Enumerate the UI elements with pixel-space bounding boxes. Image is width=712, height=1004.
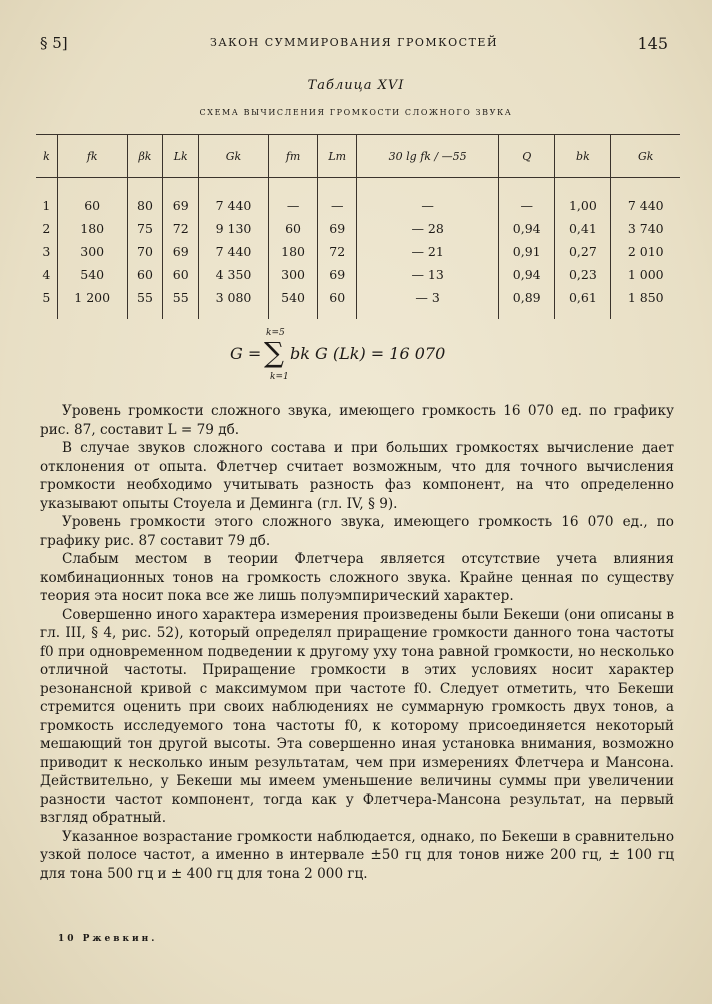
table-cell: 5 xyxy=(42,290,51,305)
table-cell: 60 xyxy=(57,178,127,218)
table-cell: 0,89 xyxy=(499,286,555,319)
summation-formula xyxy=(230,328,490,390)
table-cell: 1 200 xyxy=(57,286,127,319)
table-cell: 3 xyxy=(42,244,51,259)
table-cell: 70 xyxy=(127,240,163,263)
running-title: ЗАКОН СУММИРОВАНИЯ ГРОМКОСТЕЙ xyxy=(209,36,499,49)
paragraph: Совершенно иного характера измерения произведены были Бекеши (они описаны в гл. III, § 4, рис. 52), который определял приращение громкости данного тона частоты f0 при одновременном подведении к другому уху тона равной громкости, но несколько отличной частоты. Приращение громкости в этих условиях носит характер резонансной кривой с максимумом при частоте f0. Следует отметить, что Бекеши стремится оценить при своих наблюдениях не суммарную громкость двух тонов, а громкость исследуемого тона частоты f0, к которому присоединяется некоторый мешающий тон другой высоты. Эта совершенно иная установка внимания, возможно приводит к несколько иным результатам, чем при измерениях Флетчера и Мансона. Действительно, у Бекеши мы имеем уменьшение величины суммы при увеличении разности частот компонент, тогда как у Флетчера-Мансона результат, на первый взгляд обратный. xyxy=(40,606,674,826)
section-ref: § 5] xyxy=(40,34,68,52)
formula-rhs: bk G (Lk) = 16 070 xyxy=(290,344,446,363)
table-cell: 1 000 xyxy=(611,263,680,286)
table-cell: 3 740 xyxy=(611,217,680,240)
table-cell: 4 350 xyxy=(199,263,269,286)
table-cell: 60 xyxy=(163,263,199,286)
column-header: Q xyxy=(499,135,555,178)
table-cell: 69 xyxy=(318,217,357,240)
table-row xyxy=(36,217,680,240)
loudness-table xyxy=(36,134,680,319)
paragraph: Слабым местом в теории Флетчера является отсутствие учета влияния комбинационных тонов на громкость сложного звука. Крайне ценная по существу теория эта носит пока все же лишь полуэмпирический характер. xyxy=(40,551,674,604)
table-cell: — 28 xyxy=(357,217,499,240)
table-cell: 1,00 xyxy=(555,178,611,218)
table-cell: — 3 xyxy=(357,286,499,319)
column-header: k xyxy=(36,135,57,178)
table-cell: 72 xyxy=(163,217,199,240)
table-cell: 80 xyxy=(127,178,163,218)
table-cell: 300 xyxy=(268,263,317,286)
formula-lower-limit: k=1 xyxy=(270,372,289,382)
column-header: fk xyxy=(57,135,127,178)
table-cell: — 21 xyxy=(357,240,499,263)
table-row xyxy=(36,286,680,319)
table-cell: — xyxy=(268,178,317,218)
table-cell: 75 xyxy=(127,217,163,240)
table-cell: 0,94 xyxy=(499,263,555,286)
page-header xyxy=(40,34,668,56)
table-cell: 540 xyxy=(268,286,317,319)
formula-lhs: G = xyxy=(230,344,262,363)
table-row xyxy=(36,178,680,218)
table-cell: 60 xyxy=(268,217,317,240)
table-cell: 2 xyxy=(42,221,51,236)
table-cell: 0,94 xyxy=(499,217,555,240)
table-cell: 60 xyxy=(318,286,357,319)
signature-mark: 10 Ржевкин. xyxy=(58,934,158,944)
sigma-symbol: ∑ xyxy=(264,336,284,369)
column-header: fm xyxy=(268,135,317,178)
table-cell: 0,27 xyxy=(555,240,611,263)
table-cell: 69 xyxy=(318,263,357,286)
column-header: βk xyxy=(127,135,163,178)
table-row xyxy=(36,263,680,286)
table-cell: 7 440 xyxy=(199,240,269,263)
table-cell: — 13 xyxy=(357,263,499,286)
table-cell: 3 080 xyxy=(199,286,269,319)
table-cell: 69 xyxy=(163,178,199,218)
table-cell: 7 440 xyxy=(199,178,269,218)
table-caption: Таблица XVI xyxy=(307,78,405,93)
paragraph: Уровень громкости этого сложного звука, имеющего громкость 16 070 ед., по графику рис. 87 составит 79 дб. xyxy=(40,514,674,549)
table-cell: — xyxy=(357,178,499,218)
paragraph: Указанное возрастание громкости наблюдается, однако, по Бекеши в сравнительно узкой полосе частот, а именно в интервале ±50 гц для тонов ниже 200 гц, ± 100 гц для тона 500 гц и ± 400 гц для тона 2 000 гц. xyxy=(40,828,674,882)
table-cell: 9 130 xyxy=(199,217,269,240)
table-cell: 55 xyxy=(127,286,163,319)
table-cell: 0,91 xyxy=(499,240,555,263)
table-cell: 2 010 xyxy=(611,240,680,263)
table-cell: 0,23 xyxy=(555,263,611,286)
page-number: 145 xyxy=(637,34,668,53)
column-header: bk xyxy=(555,135,611,178)
column-header: Gk xyxy=(199,135,269,178)
formula-upper-limit: k=5 xyxy=(266,328,285,338)
table-cell: 7 440 xyxy=(611,178,680,218)
table-cell: 55 xyxy=(163,286,199,319)
table-cell: 60 xyxy=(127,263,163,286)
body-text xyxy=(40,402,674,883)
column-header: 30 lg fk / —55 xyxy=(357,135,499,178)
table-cell: 180 xyxy=(57,217,127,240)
table-cell: 4 xyxy=(42,267,51,282)
table-row xyxy=(36,240,680,263)
table-cell: — xyxy=(499,178,555,218)
paragraph: В случае звуков сложного состава и при больших громкостях вычисление дает отклонения от опыта. Флетчер считает возможным, что для точного вычисления громкости необходимо учитывать разность фаз компонент, на что определенно указывают опыты Стоуела и Деминга (гл. IV, § 9). xyxy=(40,440,674,512)
table-cell: 69 xyxy=(163,240,199,263)
column-header: Lm xyxy=(318,135,357,178)
table-title: СХЕМА ВЫЧИСЛЕНИЯ ГРОМКОСТИ СЛОЖНОГО ЗВУКА xyxy=(199,108,513,117)
table-cell: 72 xyxy=(318,240,357,263)
table-cell: 1 xyxy=(42,198,51,213)
table-cell: 0,61 xyxy=(555,286,611,319)
table-cell: 540 xyxy=(57,263,127,286)
paragraph: Уровень громкости сложного звука, имеющего громкость 16 070 ед. по графику рис. 87, составит L = 79 дб. xyxy=(40,403,674,438)
table-cell: 300 xyxy=(57,240,127,263)
table-cell: — xyxy=(318,178,357,218)
table-cell: 180 xyxy=(268,240,317,263)
column-header: Gk xyxy=(611,135,680,178)
column-header: Lk xyxy=(163,135,199,178)
table-header-row xyxy=(36,135,680,178)
table-cell: 0,41 xyxy=(555,217,611,240)
table-cell: 1 850 xyxy=(611,286,680,319)
